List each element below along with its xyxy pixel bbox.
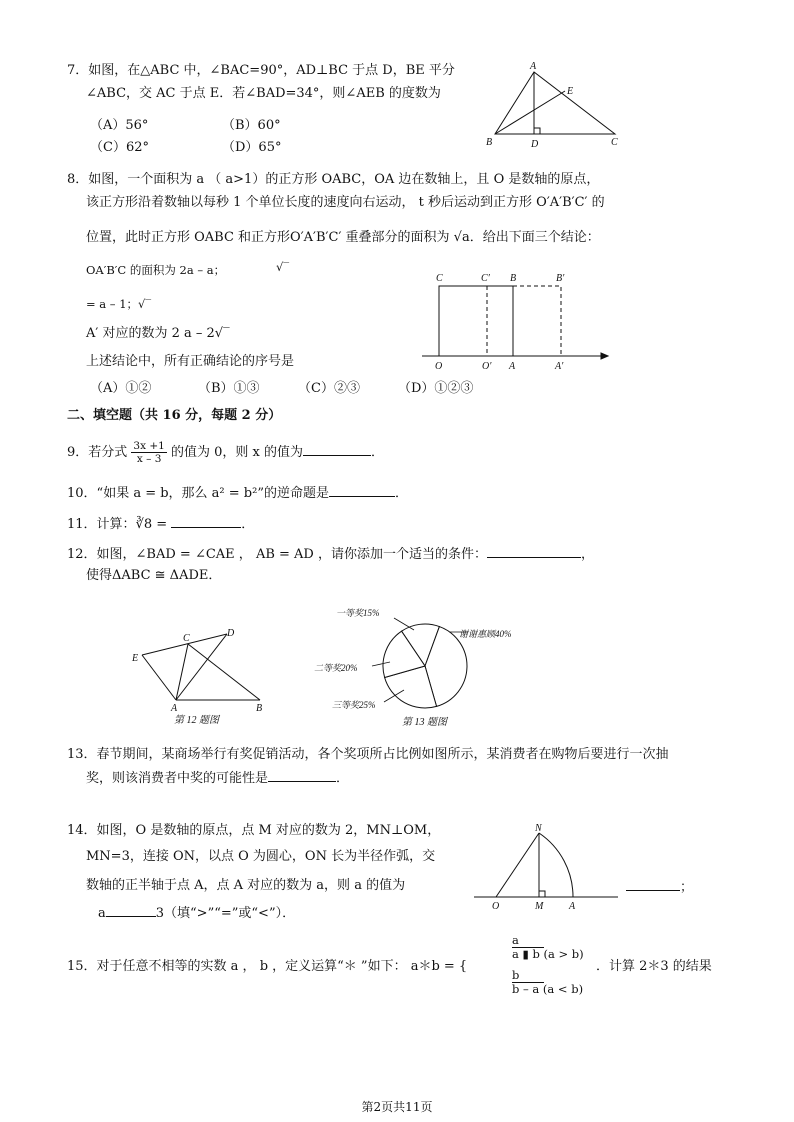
q10: 10．“如果 a = b，那么 a² = b²”的逆命题是 ． <box>67 486 408 501</box>
label-d: D <box>227 628 235 639</box>
q13-line2: 奖，则该消费者中奖的可能性是 <box>86 771 269 786</box>
q15-piecewise <box>512 933 584 996</box>
q7-line2: ∠ABC，交 AC 于点 E．若∠BAD=34°，则∠AEB 的度数为 <box>86 86 441 101</box>
q11-text: 11．计算：∛8 = <box>67 517 168 532</box>
q13-pie-chart <box>312 600 562 730</box>
q8-question: 上述结论中，所有正确结论的序号是 <box>86 354 295 369</box>
q7-triangle-figure <box>480 58 630 150</box>
q12-line1: 12．如图，∠BAD = ∠CAE ， AB = AD ，请你添加一个适当的条件： <box>67 547 487 562</box>
q12-line1-row: 12．如图，∠BAD = ∠CAE ， AB = AD ，请你添加一个适当的条件： ， <box>67 547 594 562</box>
q9: 9．若分式 $\frac{3x +1}{x - 3}$ 的值为 0，则 x 的值为 ． <box>67 440 384 465</box>
q15-prefix: 15．对于任意不相等的实数 a ， b ，定义运算“＊ ”如下： a＊b = { <box>67 959 468 974</box>
q11: 11．计算：∛8 = ． <box>67 517 255 532</box>
q8-conclusion-2: = a – 1；√‾ <box>86 297 152 311</box>
q9-suffix: 的值为 0，则 x 的值为 <box>170 445 303 460</box>
q13-line2-row: 奖，则该消费者中奖的可能性是 ． <box>86 771 350 786</box>
q11-answer-blank[interactable] <box>171 515 241 528</box>
label-a: A <box>530 61 537 72</box>
label-o: O <box>435 361 443 372</box>
q7-option-c: （C）62° <box>90 140 149 155</box>
segment-ae <box>142 655 176 700</box>
q8-conclusion-3: A′ 对应的数为 2 a – 2√‾ <box>86 326 230 341</box>
q9-fraction <box>131 440 166 465</box>
pie-label-thanks: 谢谢惠顾40% <box>459 629 512 639</box>
q8-option-b: （B）①③ <box>198 381 260 396</box>
label-b: B <box>486 137 493 148</box>
right-angle-mark <box>534 128 540 134</box>
q8-line3: 位置，此时正方形 OABC 和正方形O′A′B′C′ 重叠部分的面积为 √a．给出下面三个结论： <box>86 230 600 245</box>
q14-line4-suffix: 3（填“>”“=”或“<”）． <box>155 906 296 921</box>
q7-line1: 7．如图，在△ABC 中，∠BAC=90°，AD⊥BC 于点 D，BE 平分 <box>67 63 455 78</box>
q8-conclusion-1-radical: √‾ <box>276 260 290 274</box>
q15-case1: a ▮ b (a > b) <box>512 947 584 961</box>
q14-answer-row <box>626 878 693 897</box>
q10-text: 10．“如果 a = b，那么 a² = b²”的逆命题是 <box>67 486 329 501</box>
q12-line2: 使得ΔABC ≅ ΔADE． <box>86 568 222 583</box>
square-shifted-dashed <box>513 286 561 356</box>
q8-option-a: （A）①② <box>90 381 152 396</box>
axis-arrow <box>601 353 608 359</box>
label-n: N <box>535 823 542 834</box>
page-number: 第2页共11页 <box>361 1100 433 1114</box>
q15-suffix: ．计算 2＊3 的结果 <box>596 959 712 974</box>
q14-line3: 数轴的正半轴于点 A，点 A 对应的数为 a，则 a 的值为 <box>86 878 406 893</box>
q8-line2: 该正方形沿着数轴以每秒 1 个单位长度的速度向右运动， t 秒后运动到正方形 O′A′B′C′ 的 <box>86 195 605 210</box>
q8-square-figure <box>418 266 612 374</box>
label-m: M <box>535 901 544 912</box>
q12-caption: 第 12 题图 <box>174 715 219 726</box>
q14-line2: MN=3，连接 ON，以点 O 为圆心，ON 长为半径作弧，交 <box>86 849 436 864</box>
label-e: E <box>132 653 139 664</box>
q9-prefix: 9．若分式 <box>67 445 128 460</box>
label-o-prime: O′ <box>482 361 492 372</box>
label-a: A <box>171 703 178 714</box>
arc-na <box>539 833 573 897</box>
q14-var-a: a <box>98 906 106 921</box>
q9-answer-blank[interactable] <box>303 443 371 456</box>
right-angle-mark <box>539 891 545 897</box>
label-c: C <box>436 273 443 284</box>
leader-first <box>394 618 414 630</box>
label-b: B <box>256 703 263 714</box>
label-c: C <box>183 633 190 644</box>
q14-semicolon: ； <box>680 880 694 895</box>
segment-on <box>496 833 539 897</box>
label-a: A <box>569 901 576 912</box>
q8-conclusion-1: OA′B′C 的面积为 2a – a； <box>86 263 226 277</box>
q9-numerator: 3x +1 <box>133 440 165 452</box>
triangle-abc <box>495 72 615 134</box>
q13-caption: 第 13 题图 <box>402 717 447 728</box>
q13-answer-blank[interactable] <box>268 769 336 782</box>
pie-label-second: 二等奖20% <box>314 663 358 673</box>
segment-cb <box>188 644 260 700</box>
section-title-fill-in: 二、填空题（共 16 分，每题 2 分） <box>67 408 282 423</box>
q14-answer-blank[interactable] <box>626 878 680 891</box>
label-c: C <box>611 137 618 148</box>
segment-be <box>495 91 565 134</box>
q14-line4 <box>98 904 295 923</box>
q13-line1: 13．春节期间，某商场举行有奖促销活动，各个奖项所占比例如图所示，某消费者在购物后要进行一次抽 <box>67 747 669 762</box>
label-e: E <box>567 86 574 97</box>
q12-figure <box>126 622 276 726</box>
q9-denominator: x – 3 <box>136 453 162 465</box>
q8-line1: 8．如图，一个面积为 a （ a>1）的正方形 OABC，OA 边在数轴上，且 O 是数轴的原点， <box>67 172 600 187</box>
label-b-prime: B′ <box>556 273 565 284</box>
q15-case1-num: a <box>512 933 519 947</box>
q15-case2: b – a (a < b) <box>512 982 584 996</box>
q10-answer-blank[interactable] <box>329 484 395 497</box>
q14-line1: 14．如图，O 是数轴的原点，点 M 对应的数为 2，MN⊥OM， <box>67 823 441 838</box>
q7-option-a: （A）56° <box>90 118 149 133</box>
label-b: B <box>510 273 517 284</box>
q14-figure <box>472 820 622 912</box>
q14-compare-blank[interactable] <box>106 904 156 917</box>
q7-option-d: （D）65° <box>222 140 282 155</box>
label-c-prime: C′ <box>481 273 490 284</box>
q7-option-b: （B）60° <box>222 118 281 133</box>
q8-option-d: （D）①②③ <box>398 381 474 396</box>
q8-option-c: （C）②③ <box>298 381 360 396</box>
label-o: O <box>492 901 500 912</box>
pie-label-first: 一等奖15% <box>336 608 380 618</box>
label-a-prime: A′ <box>555 361 564 372</box>
q12-answer-blank[interactable] <box>487 545 581 558</box>
label-a: A <box>509 361 516 372</box>
label-d: D <box>531 139 539 150</box>
square-oabc <box>439 286 513 356</box>
pie-label-third: 三等奖25% <box>332 700 376 710</box>
q15-case2-num: b <box>512 968 520 982</box>
